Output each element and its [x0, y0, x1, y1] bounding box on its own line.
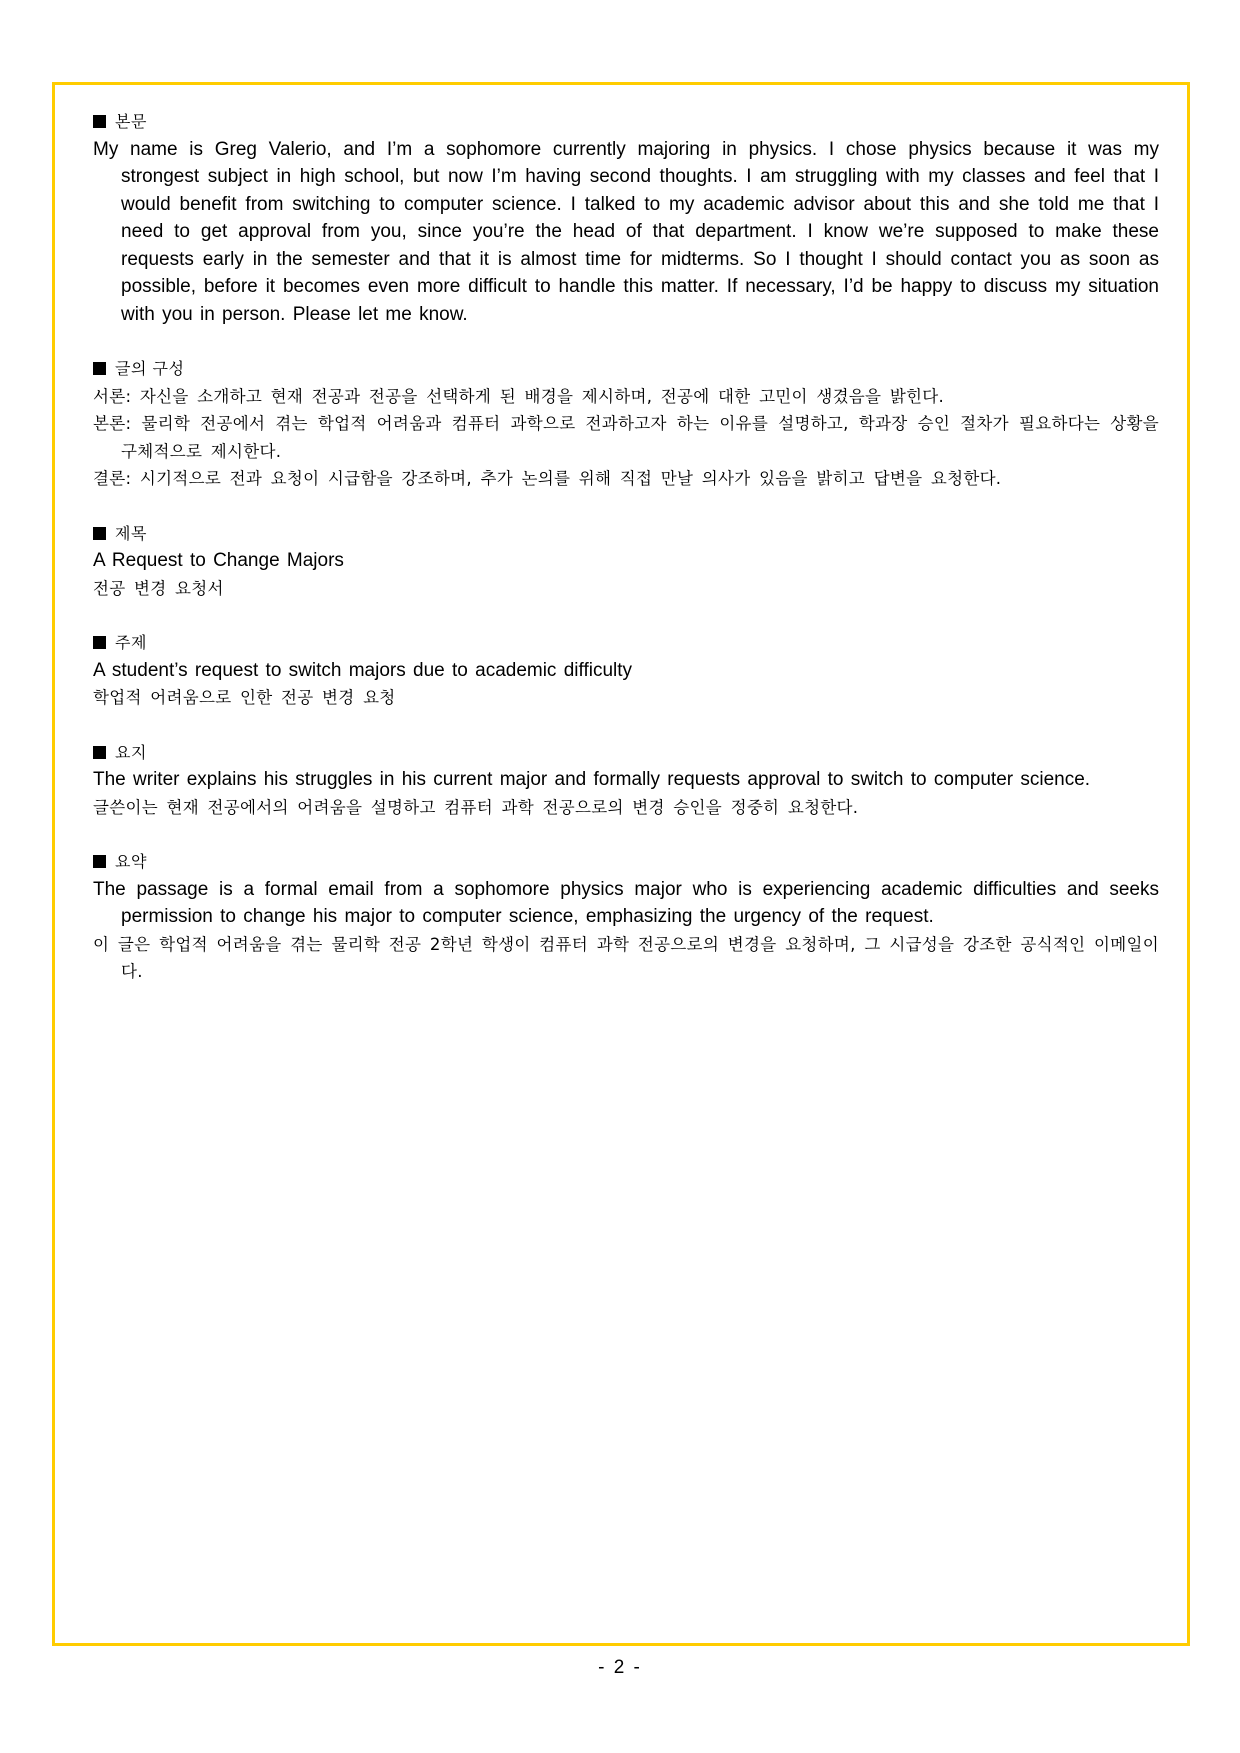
summary-english: The passage is a formal email from a sophomore physics major who is experiencing academic difficulties and seeks permission to change his major to computer science, emphasizing the urgency of the request. [93, 878, 1159, 927]
structure-main-body: 본론: 물리학 전공에서 겪는 학업적 어려움과 컴퓨터 과학으로 전과하고자 하는 이유를 설명하고, 학과장 승인 절차가 필요하다는 상황을 구체적으로 제시한다. [93, 414, 1159, 461]
section-heading-label: 본문 [115, 112, 147, 131]
section-heading-label: 요약 [115, 852, 147, 871]
section-heading-label: 요지 [115, 742, 147, 762]
summary-korean: 이 글은 학업적 어려움을 겪는 물리학 전공 2학년 학생이 컴퓨터 과학 전공으로의 변경을 요청하며, 그 시급성을 강조한 공식적인 이메일이다. [93, 934, 1159, 981]
section-heading [93, 848, 1159, 876]
document-content [93, 108, 1159, 1013]
section-gist [93, 739, 1159, 822]
section-heading [93, 629, 1159, 657]
section-summary [93, 848, 1159, 986]
section-heading [93, 739, 1159, 767]
title-english: A Request to Change Majors [93, 550, 344, 571]
section-title [93, 520, 1159, 603]
section-heading [93, 520, 1159, 548]
gist-korean: 글쓴이는 현재 전공에서의 어려움을 설명하고 컴퓨터 과학 전공으로의 변경 승인을 정중히 요청한다. [93, 797, 859, 817]
section-heading-label: 제목 [115, 523, 147, 543]
structure-introduction: 서론: 자신을 소개하고 현재 전공과 전공을 선택하게 된 배경을 제시하며, 전공에 대한 고민이 생겼음을 밝힌다. [93, 386, 945, 406]
black-square-bullet-icon [93, 746, 106, 759]
page-number: - 2 - [598, 1657, 642, 1678]
gist-english: The writer explains his struggles in his current major and formally requests approval to switch to computer science. [93, 769, 1091, 790]
black-square-bullet-icon [93, 636, 106, 649]
topic-korean: 학업적 어려움으로 인한 전공 변경 요청 [93, 688, 396, 707]
black-square-bullet-icon [93, 362, 106, 375]
section-body [93, 108, 1159, 328]
section-heading-label: 주제 [115, 633, 147, 652]
title-korean: 전공 변경 요청서 [93, 578, 224, 598]
black-square-bullet-icon [93, 527, 106, 540]
topic-english: A student’s request to switch majors due to academic difficulty [93, 659, 633, 681]
section-structure [93, 355, 1159, 493]
structure-conclusion: 결론: 시기적으로 전과 요청이 시급함을 강조하며, 추가 논의를 위해 직접 만날 의사가 있음을 밝히고 답변을 요청한다. [93, 469, 1002, 488]
black-square-bullet-icon [93, 855, 106, 868]
section-heading [93, 108, 1159, 136]
section-heading-label: 글의 구성 [115, 359, 185, 378]
section-topic [93, 629, 1159, 712]
body-paragraph: My name is Greg Valerio, and I’m a sophomore currently majoring in physics. I chose physics because it was my strongest subject in high school, but now I’m having second thoughts. I am struggling with my classes and feel that I would benefit from switching to computer science. I talked to my academic advisor about this and she told me that I need to get approval from you, since you’re the head of that department. I know we’re supposed to make these requests early in the semester and that it is almost time for midterms. So I thought I should contact you as soon as possible, before it becomes even more difficult to handle this matter. If necessary, I’d be happy to discuss my situation with you in person. Please let me know. [93, 138, 1159, 325]
black-square-bullet-icon [93, 115, 106, 128]
section-heading [93, 355, 1159, 383]
